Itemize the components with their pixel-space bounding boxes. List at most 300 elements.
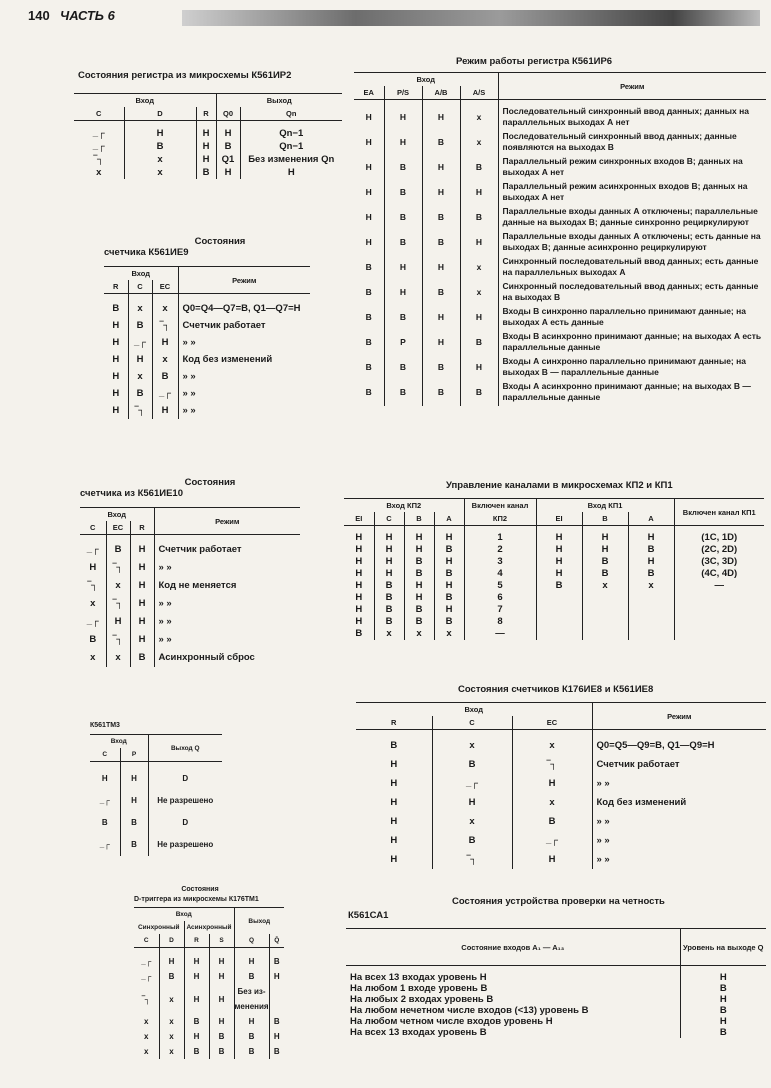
table-cell: В — [112, 303, 120, 314]
table-cell: Н — [355, 580, 363, 591]
table-cell: В — [404, 616, 434, 628]
table-row — [354, 231, 766, 256]
table-cell: » » — [178, 368, 310, 385]
tm-col: Q — [234, 934, 269, 948]
table-cell: Без изменения Qn — [240, 153, 342, 166]
ie8-group-input: Вход — [464, 705, 484, 714]
table-cell: В — [422, 131, 460, 156]
table-cell: — — [674, 580, 764, 592]
table-cell: x — [128, 368, 152, 385]
table-cell: На любых 2 входах уровень В — [350, 994, 494, 1005]
table-cell: Счетчик работает — [592, 755, 766, 774]
table-cell: Без из-менения — [234, 984, 269, 1014]
table-cell: В — [209, 1044, 234, 1059]
table-cell: Н — [101, 774, 108, 783]
table-cell: x — [106, 577, 130, 595]
k176ie8-table — [356, 702, 766, 869]
table-cell: Н — [120, 790, 148, 812]
table-cell: 3 — [464, 556, 536, 568]
table-row — [80, 577, 300, 595]
table-cell: В — [628, 544, 674, 556]
table-cell: Н — [209, 948, 234, 970]
table-cell: Н — [374, 556, 404, 568]
table-cell: В — [365, 286, 372, 297]
table-row — [346, 1016, 766, 1027]
ir2-group-input: Вход — [135, 96, 155, 105]
table-cell: x — [144, 1032, 149, 1041]
table-cell — [628, 604, 674, 616]
k561ir6-caption: Режим работы регистра К561ИР6 — [456, 56, 613, 67]
table-row — [344, 616, 764, 628]
table-cell: » » — [154, 631, 300, 649]
table-cell — [536, 616, 582, 628]
k176tm-caption-2: D-триггера из микросхемы К176ТМ1 — [134, 896, 259, 903]
table-cell: x — [144, 1047, 149, 1056]
table-cell: В — [582, 556, 628, 568]
k176tm-caption-1: Состояния — [181, 886, 219, 893]
ie9-group-input: Вход — [131, 269, 151, 278]
k561ie9-caption-2: счетчика К561ИЕ9 — [104, 247, 189, 258]
table-cell: В — [269, 1044, 284, 1059]
table-cell — [536, 604, 582, 616]
table-cell: Н — [390, 778, 398, 789]
table-cell: Н — [536, 544, 582, 556]
table-cell: Н — [112, 320, 120, 331]
ie10-col: R — [130, 521, 154, 535]
table-cell: Qn−1 — [240, 121, 342, 141]
table-cell: Н — [384, 256, 422, 281]
table-cell: Не разрешено — [148, 790, 222, 812]
table-cell: В — [384, 356, 422, 381]
table-cell: Н — [209, 1014, 234, 1029]
table-cell: » » — [154, 559, 300, 577]
table-cell: В — [680, 1005, 766, 1016]
table-row — [80, 631, 300, 649]
table-row — [344, 628, 764, 640]
tm3-group-input: Вход — [110, 738, 127, 745]
table-cell: В — [365, 261, 372, 272]
table-cell: Н — [130, 595, 154, 613]
table-cell: Последовательный синхронный ввод данных; данные появляются на выходах В — [498, 131, 766, 156]
table-cell: Н — [365, 211, 372, 222]
table-cell: Н — [365, 111, 372, 122]
table-cell: (1С, 1D) — [674, 526, 764, 545]
table-cell: Н — [404, 526, 434, 545]
k176ie8-caption: Состояния счетчиков К176ИЕ8 и К561ИЕ8 — [458, 684, 654, 695]
table-cell: В — [434, 592, 464, 604]
table-row — [356, 730, 766, 756]
table-row — [354, 306, 766, 331]
table-cell: x — [159, 1014, 184, 1029]
table-cell — [674, 616, 764, 628]
table-cell: На всех 13 входах уровень Н — [350, 972, 487, 983]
table-cell: В — [269, 948, 284, 970]
table-cell: Н — [384, 100, 422, 132]
table-cell: Н — [196, 140, 216, 153]
table-cell: В — [374, 580, 404, 592]
table-cell: Н — [130, 631, 154, 649]
ir6-col: P/S — [384, 86, 422, 100]
table-cell: Счетчик работает — [178, 317, 310, 334]
table-cell: В — [234, 1029, 269, 1044]
table-cell: В — [384, 156, 422, 181]
table-cell: В — [680, 983, 766, 994]
table-cell: _┌ — [86, 544, 99, 555]
table-cell: x — [90, 652, 96, 663]
table-cell: Н — [628, 526, 674, 545]
table-cell — [628, 628, 674, 640]
kp2-col: EI — [355, 514, 363, 523]
table-cell: _┌ — [512, 831, 592, 850]
table-row — [344, 580, 764, 592]
table-row — [90, 790, 222, 812]
table-row — [354, 131, 766, 156]
table-cell: В — [101, 818, 108, 827]
table-cell: В — [422, 356, 460, 381]
table-cell — [582, 616, 628, 628]
table-cell: Код без изменений — [592, 793, 766, 812]
table-cell: » » — [178, 334, 310, 351]
table-cell: В — [269, 1014, 284, 1029]
table-cell: Параллельные входы данных А отключены; есть данные на выходах В; данные асинхронно рециркулируют — [498, 231, 766, 256]
table-cell: Н — [112, 371, 120, 382]
ir6-col: EA — [363, 88, 374, 97]
table-cell: Н — [355, 604, 363, 615]
ie8-col-mode: Режим — [592, 703, 766, 730]
table-row — [134, 1014, 284, 1029]
table-cell: _┌ — [92, 141, 105, 152]
table-cell: Н — [536, 526, 582, 545]
table-cell: Q0=Q4—Q7=В, Q1—Q7=Н — [178, 294, 310, 318]
table-row — [344, 568, 764, 580]
table-cell: В — [152, 368, 178, 385]
table-cell: Н — [422, 306, 460, 331]
part-title: ЧАСТЬ 6 — [60, 8, 115, 23]
table-cell: В — [680, 1027, 766, 1038]
table-cell: 4 — [464, 568, 536, 580]
table-cell: Qn−1 — [240, 140, 342, 153]
table-cell: Н — [582, 544, 628, 556]
table-cell: Н — [355, 592, 363, 603]
table-cell: ‾┐ — [512, 755, 592, 774]
table-cell: В — [384, 181, 422, 206]
table-cell: x — [512, 793, 592, 812]
table-cell: В — [184, 1044, 209, 1059]
table-cell: x — [159, 984, 184, 1014]
ie9-col: R — [113, 282, 119, 291]
table-cell: Н — [216, 121, 240, 141]
table-cell: В — [404, 556, 434, 568]
table-cell — [674, 628, 764, 640]
table-cell: Н — [374, 568, 404, 580]
kp-table — [344, 498, 764, 640]
table-cell: _┌ — [141, 957, 152, 966]
table-cell: Н — [434, 526, 464, 545]
kp1-col-channel: Включен канал КП1 — [674, 499, 764, 526]
table-row — [74, 166, 342, 179]
table-cell: В — [365, 386, 372, 397]
table-cell: Н — [512, 850, 592, 869]
table-cell — [628, 616, 674, 628]
table-cell: x — [374, 628, 404, 640]
tm3-col-output: Выход Q — [148, 735, 222, 762]
table-row — [90, 812, 222, 834]
table-cell: Н — [680, 1016, 766, 1027]
table-cell: x — [582, 580, 628, 592]
table-cell: В — [384, 381, 422, 406]
table-cell — [674, 604, 764, 616]
table-cell: Н — [422, 256, 460, 281]
table-cell: Входы В асинхронно принимают данные; на выходах А есть параллельные данные — [498, 331, 766, 356]
table-row — [354, 331, 766, 356]
table-cell: В — [120, 834, 148, 856]
table-cell: Н — [536, 556, 582, 568]
ie10-col-mode: Режим — [154, 508, 300, 535]
table-row — [74, 140, 342, 153]
table-cell: Н — [434, 604, 464, 616]
table-cell: В — [422, 281, 460, 306]
table-cell: ‾┐ — [106, 595, 130, 613]
tm-col: R — [184, 934, 209, 948]
table-cell: x — [96, 167, 102, 178]
table-cell: Н — [130, 559, 154, 577]
table-cell: x — [460, 131, 498, 156]
kp2-col: B — [404, 512, 434, 526]
k561sa1-table — [346, 928, 766, 1038]
table-cell: На любом четном числе входов уровень Н — [350, 1016, 553, 1027]
table-cell: Входы А асинхронно принимают данные; на выходах В — параллельные данные — [498, 381, 766, 406]
tm-col: Q̄ — [269, 934, 284, 948]
table-cell: (2С, 2D) — [674, 544, 764, 556]
table-cell: _┌ — [128, 334, 152, 351]
table-row — [104, 402, 310, 419]
table-cell: Н — [89, 562, 97, 573]
table-cell: — — [464, 628, 536, 640]
table-cell: Н — [234, 948, 269, 970]
table-cell: x — [432, 730, 512, 756]
k561ir2-caption: Состояния регистра из микросхемы К561ИР2 — [78, 70, 292, 81]
table-row — [356, 774, 766, 793]
table-cell: Н — [365, 186, 372, 197]
sa1-col-inputs: Состояние входов A₁ — A₁₃ — [461, 942, 565, 952]
table-cell: Н — [384, 281, 422, 306]
table-row — [74, 121, 342, 141]
ir6-group-input: Вход — [416, 75, 436, 84]
table-cell: Н — [390, 854, 398, 865]
table-cell: Н — [390, 797, 398, 808]
kp-caption: Управление каналами в микросхемах КП2 и КП1 — [446, 480, 673, 491]
table-cell: x — [432, 812, 512, 831]
tm-col: S — [209, 934, 234, 948]
table-row — [80, 559, 300, 577]
table-row — [354, 281, 766, 306]
table-row — [354, 381, 766, 406]
table-cell: 5 — [464, 580, 536, 592]
table-cell: Н — [355, 616, 363, 627]
table-cell: В — [384, 206, 422, 231]
table-cell: Н — [269, 969, 284, 984]
k561sa1-caption: Состояния устройства проверки на четность — [452, 896, 665, 907]
kp1-col: A — [628, 512, 674, 526]
table-cell: Входы В синхронно параллельно принимают данные; на выходах А есть данные — [498, 306, 766, 331]
table-cell: Q1 — [216, 153, 240, 166]
table-cell: В — [434, 568, 464, 580]
tm-col: D — [159, 934, 184, 948]
table-cell: В — [432, 831, 512, 850]
table-cell: В — [404, 568, 434, 580]
table-cell: В — [184, 1014, 209, 1029]
table-cell: В — [384, 231, 422, 256]
table-cell: (3С, 3D) — [674, 556, 764, 568]
table-cell: Н — [216, 166, 240, 179]
ir2-col: C — [96, 109, 102, 118]
table-row — [344, 592, 764, 604]
table-cell: ‾┐ — [106, 559, 130, 577]
table-cell: Q0=Q5—Q9=В, Q1—Q9=Н — [592, 730, 766, 756]
table-cell: Н — [355, 532, 363, 543]
ir6-col: A/B — [422, 86, 460, 100]
table-cell: Н — [234, 1014, 269, 1029]
ir2-col: D — [124, 107, 196, 121]
table-cell: Н — [355, 556, 363, 567]
table-cell: Н — [404, 580, 434, 592]
table-cell: _┌ — [152, 385, 178, 402]
k561ie9-caption-1: Состояния — [194, 236, 246, 247]
table-cell — [269, 984, 284, 1014]
table-row — [104, 317, 310, 334]
table-cell: Н — [184, 984, 209, 1014]
table-cell: В — [196, 166, 216, 179]
table-cell: x — [460, 256, 498, 281]
table-cell: Входы А синхронно параллельно принимают данные; на выходах В — параллельные данные — [498, 356, 766, 381]
table-cell: На любом 1 входе уровень В — [350, 983, 488, 994]
table-cell: Код не меняется — [154, 577, 300, 595]
table-cell: » » — [178, 402, 310, 419]
kp2-group: Вход КП2 — [386, 501, 422, 510]
ir6-col: A/S — [460, 86, 498, 100]
table-cell: Асинхронный сброс — [154, 649, 300, 667]
table-cell: В — [404, 604, 434, 616]
table-cell: Н — [184, 1029, 209, 1044]
table-cell: Н — [196, 121, 216, 141]
k561ie10-table — [80, 507, 300, 667]
table-cell: » » — [592, 774, 766, 793]
table-cell: x — [90, 598, 96, 609]
table-cell: x — [106, 649, 130, 667]
table-cell: Параллельный режим синхронных входов В; данных на выходах А нет — [498, 156, 766, 181]
kp2-col: A — [434, 512, 464, 526]
table-cell: » » — [592, 850, 766, 869]
table-cell: В — [384, 306, 422, 331]
table-cell: В — [422, 381, 460, 406]
ie9-col-mode: Режим — [178, 267, 310, 294]
table-cell: В — [374, 616, 404, 628]
table-cell: Н — [404, 544, 434, 556]
table-row — [346, 1005, 766, 1016]
table-row — [104, 351, 310, 368]
table-cell: Н — [159, 948, 184, 970]
table-cell: Н — [582, 526, 628, 545]
table-row — [80, 535, 300, 560]
table-cell: Н — [404, 592, 434, 604]
k561sa1-chip: К561СА1 — [348, 910, 389, 921]
ie10-col: EC — [106, 521, 130, 535]
table-cell: Н — [152, 402, 178, 419]
table-cell: В — [159, 969, 184, 984]
table-row — [346, 994, 766, 1005]
table-cell: Н — [365, 136, 372, 147]
table-cell: Н — [390, 835, 398, 846]
table-cell: x — [152, 351, 178, 368]
table-cell: Параллельный режим асинхронных входов В; данных на выходах А нет — [498, 181, 766, 206]
ie8-col: EC — [512, 716, 592, 730]
table-cell: Синхронный последовательный ввод данных; есть данные на выходах В — [498, 281, 766, 306]
table-cell: Параллельные входы данных А отключены; параллельные данные на выходах В; данные синхронно рециркулируют — [498, 206, 766, 231]
ir6-col-mode: Режим — [498, 73, 766, 100]
table-cell: Н — [422, 156, 460, 181]
table-cell: ‾┐ — [432, 850, 512, 869]
table-cell: В — [460, 206, 498, 231]
kp2-col: C — [374, 512, 404, 526]
table-cell: 7 — [464, 604, 536, 616]
kp1-group: Вход КП1 — [536, 499, 674, 513]
table-cell: Н — [374, 526, 404, 545]
table-row — [80, 613, 300, 631]
table-cell: x — [124, 166, 196, 179]
table-row — [80, 595, 300, 613]
table-cell: ‾┐ — [93, 154, 104, 165]
table-row — [74, 153, 342, 166]
table-cell: Н — [460, 231, 498, 256]
kp2-col-channel: Включен канал КП2 — [464, 499, 536, 526]
table-cell: В — [365, 361, 372, 372]
table-cell: В — [365, 311, 372, 322]
ir2-col: R — [196, 107, 216, 121]
table-cell: Код без изменений — [178, 351, 310, 368]
table-row — [104, 385, 310, 402]
table-cell: В — [512, 812, 592, 831]
k561ie10-caption-2: счетчика из К561ИЕ10 — [80, 488, 183, 499]
table-cell: Н — [432, 793, 512, 812]
table-row — [134, 1044, 284, 1059]
table-cell: В — [390, 740, 398, 751]
table-cell: Н — [512, 774, 592, 793]
table-cell: Н — [434, 556, 464, 568]
table-cell: ‾┐ — [128, 402, 152, 419]
table-cell: Н — [365, 161, 372, 172]
table-row — [80, 649, 300, 667]
table-cell: Не разрешено — [148, 834, 222, 856]
table-cell: Н — [112, 337, 120, 348]
table-cell: x — [159, 1029, 184, 1044]
tm3-col: C — [102, 751, 108, 758]
table-cell: На любом нечетном числе входов (<13) уровень В — [350, 1005, 589, 1016]
table-cell: x — [404, 628, 434, 640]
table-cell — [628, 592, 674, 604]
table-row — [134, 1029, 284, 1044]
table-row — [134, 984, 284, 1014]
k176tm-table — [134, 907, 284, 1059]
table-row — [354, 206, 766, 231]
ie8-col: R — [391, 718, 397, 727]
table-cell: Последовательный синхронный ввод данных; данных на параллельных выходах А нет — [498, 100, 766, 132]
table-cell: Н — [365, 236, 372, 247]
table-cell: D — [148, 812, 222, 834]
table-row — [104, 368, 310, 385]
table-cell: Н — [269, 1029, 284, 1044]
table-cell: » » — [592, 831, 766, 850]
tm-group-sync: Синхронный — [137, 924, 180, 931]
